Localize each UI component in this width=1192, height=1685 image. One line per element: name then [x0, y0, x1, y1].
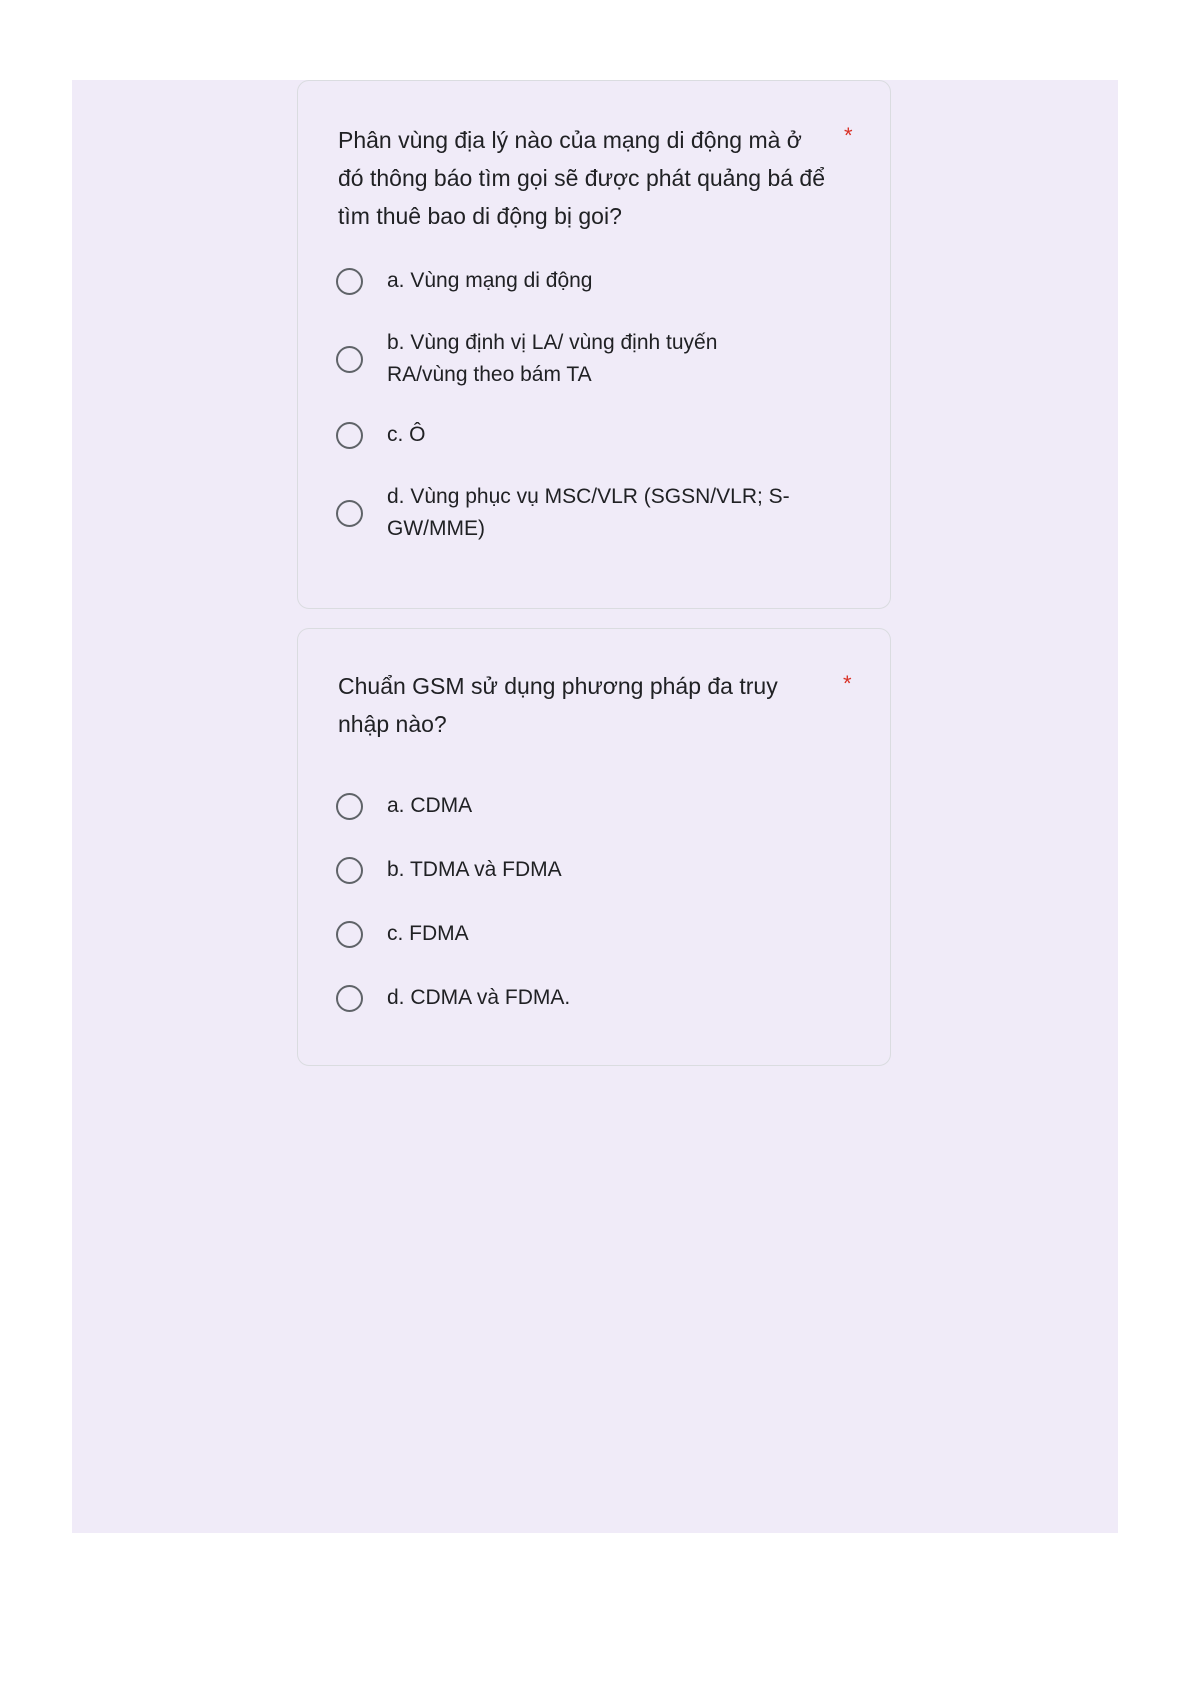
option-label: d. CDMA và FDMA. [387, 986, 571, 1009]
option-c[interactable] [336, 419, 856, 451]
option-b[interactable] [336, 327, 856, 391]
option-a[interactable] [336, 790, 856, 822]
option-c[interactable] [336, 918, 856, 950]
required-asterisk: * [843, 671, 852, 696]
option-label: d. Vùng phục vụ MSC/VLR (SGSN/VLR; S-GW/MME) [387, 485, 790, 540]
option-d[interactable] [336, 982, 856, 1014]
radio-button[interactable] [336, 793, 363, 820]
option-a[interactable] [336, 265, 856, 297]
option-b[interactable] [336, 854, 856, 886]
radio-button[interactable] [336, 268, 363, 295]
option-d[interactable] [336, 481, 856, 545]
radio-button[interactable] [336, 422, 363, 449]
question-card-1 [297, 80, 891, 609]
radio-button[interactable] [336, 500, 363, 527]
question-card-2 [297, 628, 891, 1066]
option-label: c. Ô [387, 423, 426, 446]
option-label: b. TDMA và FDMA [387, 858, 562, 881]
option-label: a. CDMA [387, 794, 473, 817]
question-title: Chuẩn GSM sử dụng phương pháp đa truy nhập nào? [338, 673, 778, 737]
radio-button[interactable] [336, 346, 363, 373]
radio-button[interactable] [336, 921, 363, 948]
radio-button[interactable] [336, 857, 363, 884]
question-title: Phân vùng địa lý nào của mạng di động mà ở đó thông báo tìm gọi sẽ được phát quảng bá để tìm thuê bao di động bị goi? [338, 127, 825, 229]
required-asterisk: * [844, 123, 853, 148]
option-label: b. Vùng định vị LA/ vùng định tuyến RA/vùng theo bám TA [387, 331, 718, 386]
option-label: c. FDMA [387, 922, 469, 945]
radio-button[interactable] [336, 985, 363, 1012]
option-label: a. Vùng mạng di động [387, 269, 593, 292]
